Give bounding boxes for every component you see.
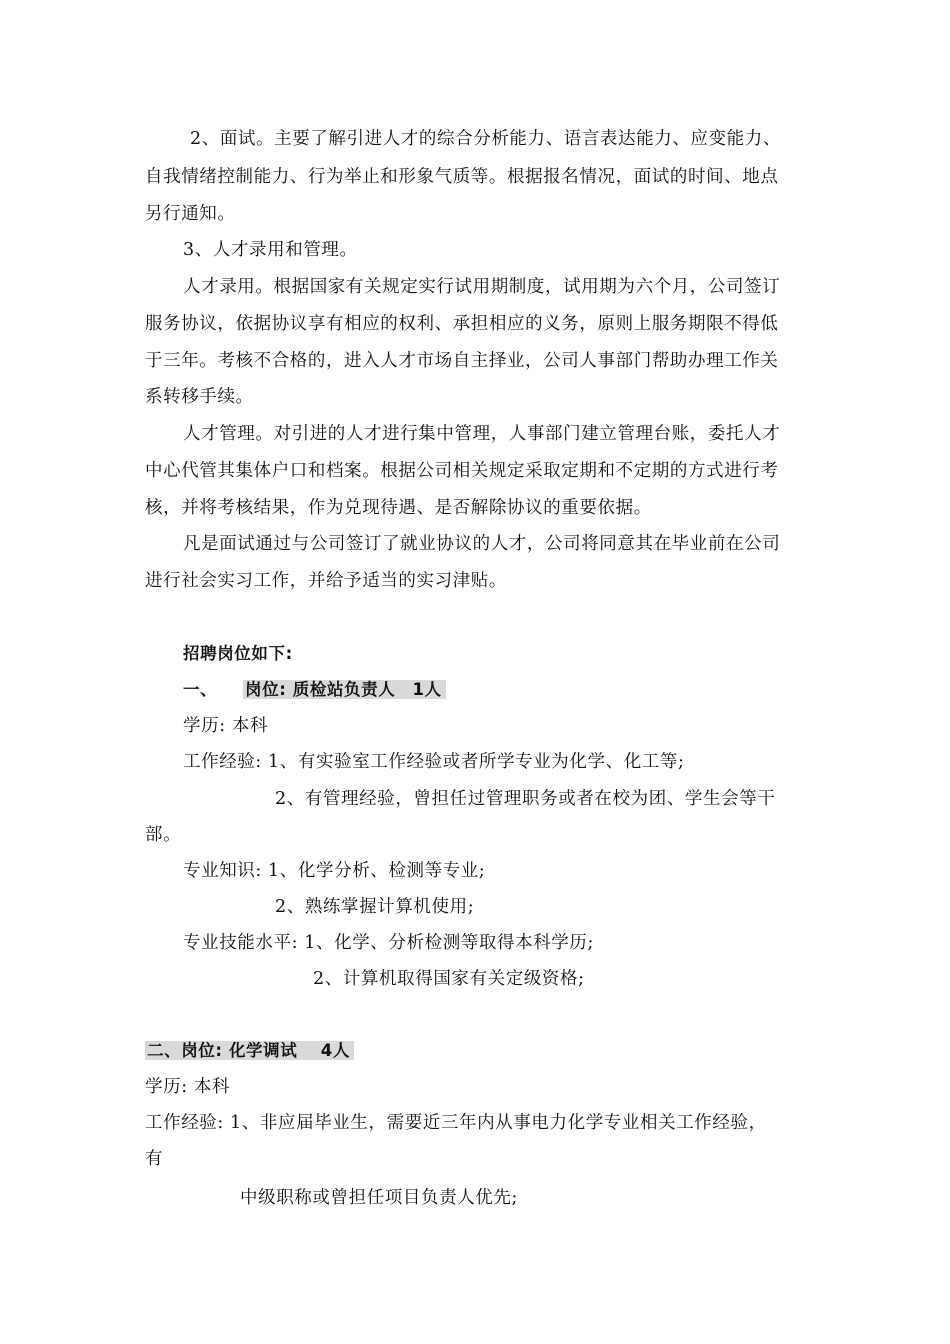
- internship-line-2: 进行社会实习工作，并给予适当的实习津贴。: [145, 571, 507, 591]
- interview-line-1: 2、面试。主要了解引进人才的综合分析能力、语言表达能力、应变能力、: [190, 129, 781, 149]
- position1-experience-2a: 2、有管理经验，曾担任过管理职务或者在校为团、学生会等干: [275, 789, 776, 809]
- hiring-line-4: 系转移手续。: [145, 387, 254, 407]
- position1-knowledge-2: 2、熟练掌握计算机使用;: [275, 897, 475, 917]
- hiring-heading: 3、人才录用和管理。: [183, 240, 358, 260]
- hiring-line-2: 服务协议，依据协议享有相应的权利、承担相应的义务，原则上服务期限不得低: [145, 314, 779, 334]
- position1-experience-2b: 部。: [145, 825, 182, 845]
- hiring-line-1: 人才录用。根据国家有关规定实行试用期制度，试用期为六个月，公司签订: [183, 277, 781, 297]
- position1-experience-1: 工作经验: 1、有实验室工作经验或者所学专业为化学、化工等;: [183, 752, 685, 772]
- hiring-line-3: 于三年。考核不合格的，进入人才市场自主择业，公司人事部门帮助办理工作关: [145, 351, 779, 371]
- management-line-2: 中心代管其集体户口和档案。根据公司相关规定采取定期和不定期的方式进行考: [145, 461, 779, 481]
- position1-knowledge-1: 专业知识: 1、化学分析、检测等专业;: [183, 861, 486, 881]
- position1-number: 一、: [183, 680, 218, 699]
- position2-experience-1b: 有: [145, 1149, 164, 1169]
- position1-skills-1: 专业技能水平: 1、化学、分析检测等取得本科学历;: [183, 933, 594, 953]
- position2-title-text: 二、岗位: 化学调试 4人: [145, 1041, 354, 1060]
- position2-education: 学历: 本科: [145, 1077, 231, 1097]
- position1-education: 学历: 本科: [183, 716, 269, 736]
- interview-line-2: 自我情绪控制能力、行为举止和形象气质等。根据报名情况，面试的时间、地点: [145, 167, 779, 187]
- position1-skills-2: 2、计算机取得国家有关定级资格;: [313, 969, 585, 989]
- position1-title-text: 岗位: 质检站负责人 1人: [243, 680, 446, 699]
- management-line-1: 人才管理。对引进的人才进行集中管理，人事部门建立管理台账，委托人才: [183, 424, 781, 444]
- interview-line-3: 另行通知。: [145, 204, 236, 224]
- internship-line-1: 凡是面试通过与公司签订了就业协议的人才，公司将同意其在毕业前在公司: [183, 534, 781, 554]
- positions-heading: 招聘岗位如下:: [183, 644, 293, 663]
- position2-experience-1a: 工作经验: 1、非应届毕业生，需要近三年内从事电力化学专业相关工作经验，: [145, 1113, 767, 1133]
- position2-title: [145, 1039, 354, 1063]
- position1-title: [243, 678, 446, 702]
- management-line-3: 核，并将考核结果，作为兑现待遇、是否解除协议的重要依据。: [145, 498, 652, 518]
- position2-experience-1c: 中级职称或曾担任项目负责人优先;: [240, 1188, 518, 1208]
